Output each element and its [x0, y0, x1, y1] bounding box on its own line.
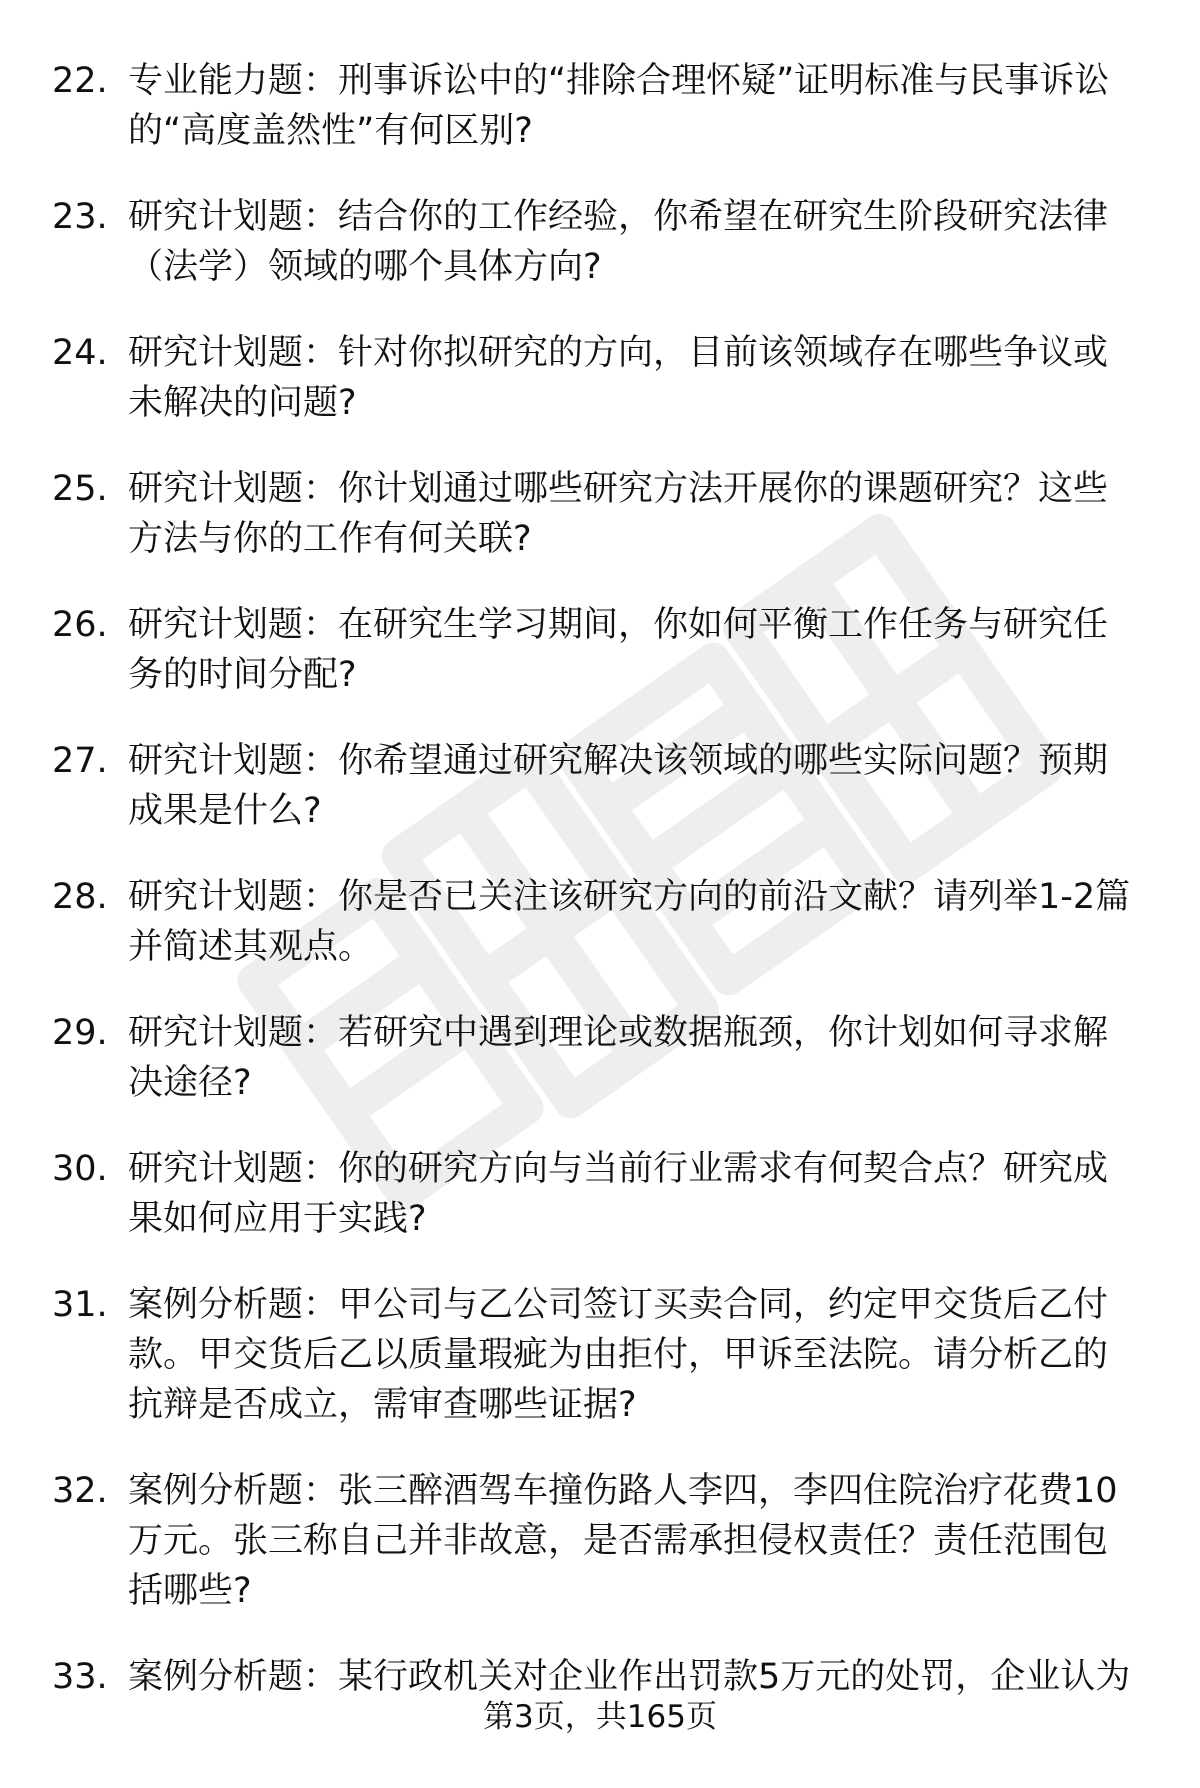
list-item	[0, 192, 1200, 292]
question-number: 31.	[52, 1285, 108, 1325]
question-list	[0, 56, 1200, 1788]
question-number: 23.	[52, 197, 108, 237]
list-item	[0, 1144, 1200, 1244]
question-number: 22.	[52, 61, 108, 101]
question-number: 24.	[52, 333, 108, 373]
list-item	[0, 736, 1200, 836]
question-number: 30.	[52, 1149, 108, 1189]
question-number: 32.	[52, 1471, 108, 1511]
question-text: 案例分析题：某行政机关对企业作出罚款5万元的处罚，企业认为	[128, 1657, 1131, 1697]
question-text: 研究计划题：你计划通过哪些研究方法开展你的课题研究？这些方法与你的工作有何关联?	[128, 469, 1109, 559]
question-text: 案例分析题：甲公司与乙公司签订买卖合同，约定甲交货后乙付款。甲交货后乙以质量瑕疵为由拒付，甲诉至法院。请分析乙的抗辩是否成立，需审查哪些证据?	[128, 1285, 1109, 1425]
question-number: 33.	[52, 1657, 108, 1697]
question-text: 研究计划题：你希望通过研究解决该领域的哪些实际问题？预期成果是什么?	[128, 741, 1109, 831]
question-text: 研究计划题：你是否已关注该研究方向的前沿文献？请列举1-2篇并简述其观点。	[128, 877, 1131, 967]
question-number: 27.	[52, 741, 108, 781]
question-text: 案例分析题：张三醉酒驾车撞伤路人李四，李四住院治疗花费10万元。张三称自己并非故意，是否需承担侵权责任？责任范围包括哪些?	[128, 1471, 1118, 1611]
question-text: 研究计划题：若研究中遇到理论或数据瓶颈，你计划如何寻求解决途径?	[128, 1013, 1109, 1103]
question-number: 28.	[52, 877, 108, 917]
list-item	[0, 1466, 1200, 1616]
page-footer: 第3页，共165页	[483, 1699, 717, 1735]
list-item	[0, 600, 1200, 700]
list-item	[0, 328, 1200, 428]
question-number: 25.	[52, 469, 108, 509]
question-text: 研究计划题：在研究生学习期间，你如何平衡工作任务与研究任务的时间分配?	[128, 605, 1109, 695]
question-text: 研究计划题：你的研究方向与当前行业需求有何契合点？研究成果如何应用于实践?	[128, 1149, 1109, 1239]
question-text: 专业能力题：刑事诉讼中的“排除合理怀疑”证明标准与民事诉讼的“高度盖然性”有何区别?	[128, 61, 1110, 151]
list-item	[0, 464, 1200, 564]
list-item	[0, 1008, 1200, 1108]
list-item	[0, 872, 1200, 972]
question-text: 研究计划题：结合你的工作经验，你希望在研究生阶段研究法律（法学）领域的哪个具体方向?	[128, 197, 1109, 287]
list-item	[0, 1280, 1200, 1430]
question-text: 研究计划题：针对你拟研究的方向，目前该领域存在哪些争议或未解决的问题?	[128, 333, 1109, 423]
question-number: 29.	[52, 1013, 108, 1053]
list-item	[0, 56, 1200, 156]
question-number: 26.	[52, 605, 108, 645]
